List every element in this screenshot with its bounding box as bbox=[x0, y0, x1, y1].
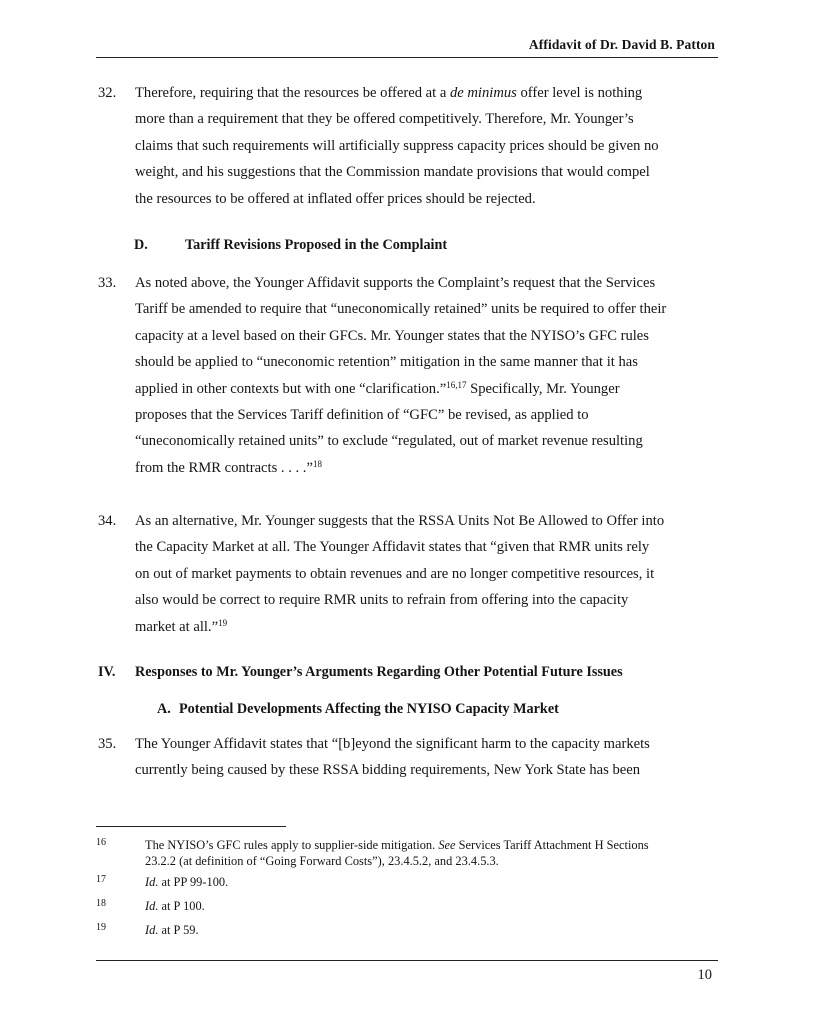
footnote-17 bbox=[96, 874, 716, 890]
text-line: The NYISO’s GFC rules apply to supplier-side mitigation. See Services Tariff Attachment H Sections bbox=[145, 838, 649, 852]
paragraph-number: 34. bbox=[98, 513, 117, 529]
footnote-ref[interactable]: 19 bbox=[218, 617, 228, 628]
heading-text: Tariff Revisions Proposed in the Complaint bbox=[185, 237, 448, 253]
paragraph-35 bbox=[98, 731, 718, 784]
text-line: proposes that the Services Tariff definition of “GFC” be revised, as applied to bbox=[135, 407, 589, 424]
text-line: capacity at a level based on their GFCs. Mr. Younger states that the NYISO’s GFC rules bbox=[135, 327, 649, 344]
text-line: Id. at P 59. bbox=[145, 923, 199, 937]
paragraph-number: 32. bbox=[98, 85, 117, 101]
paragraph-number: 35. bbox=[98, 736, 117, 752]
text-line: market at all.”$^{19}$ bbox=[135, 617, 228, 635]
heading-text: Responses to Mr. Younger’s Arguments Regarding Other Potential Future Issues bbox=[135, 664, 623, 680]
text-line: also would be correct to require RMR units to refrain from offering into the capacity bbox=[135, 592, 629, 609]
page-number: 10 bbox=[697, 967, 712, 983]
footnote-number: 19 bbox=[96, 922, 106, 933]
heading-label: D. bbox=[134, 237, 148, 253]
text-line: claims that such requirements will artificially suppress capacity prices should be given no bbox=[135, 137, 659, 154]
heading-text: Potential Developments Affecting the NYISO Capacity Market bbox=[179, 701, 559, 717]
text-line: As noted above, the Younger Affidavit supports the Complaint’s request that the Services bbox=[135, 275, 656, 291]
header-title: Affidavit of Dr. David B. Patton bbox=[528, 37, 715, 52]
section-heading-d bbox=[134, 237, 447, 254]
header-rule bbox=[96, 57, 718, 58]
footnote-number: 16 bbox=[96, 837, 106, 848]
section-heading-iv bbox=[98, 664, 623, 681]
heading-label: A. bbox=[157, 701, 171, 717]
footnote-ref[interactable]: 18 bbox=[312, 458, 322, 469]
footnote-18 bbox=[96, 898, 716, 914]
paragraph-33 bbox=[98, 270, 718, 481]
footnote-19 bbox=[96, 922, 716, 938]
text-line: the Capacity Market at all. The Younger Affidavit states that “given that RMR units rely bbox=[135, 539, 650, 556]
text-line: currently being caused by these RSSA bidding requirements, New York State has been bbox=[135, 762, 641, 779]
footnote-rule bbox=[96, 826, 286, 827]
text-line: more than a requirement that they be offered competitively. Therefore, Mr. Younger’s bbox=[135, 111, 634, 128]
text-line: The Younger Affidavit states that “[b]eyond the significant harm to the capacity markets bbox=[135, 736, 650, 752]
text-line: applied in other contexts but with one “clarification.”$^{16,17}$ Specifically, Mr. Younger bbox=[135, 379, 620, 397]
paragraph-34 bbox=[98, 508, 718, 640]
text-line: Therefore, requiring that the resources be offered at a de minimus offer level is nothing bbox=[135, 85, 643, 101]
footnote-number: 18 bbox=[96, 898, 106, 909]
text-line: Tariff be amended to require that “uneconomically retained” units be required to offer their bbox=[135, 301, 667, 318]
footer-rule bbox=[96, 960, 718, 961]
text-line: Id. at PP 99-100. bbox=[145, 875, 229, 889]
heading-label: IV. bbox=[98, 664, 116, 680]
section-heading-a bbox=[157, 701, 559, 718]
text-line: As an alternative, Mr. Younger suggests that the RSSA Units Not Be Allowed to Offer into bbox=[135, 513, 665, 529]
footnote-ref[interactable]: 16,17 bbox=[446, 379, 467, 390]
emphasis: See bbox=[438, 838, 456, 852]
text-line: from the RMR contracts . . . .”$^{18}$ bbox=[135, 458, 322, 476]
text-line: on out of market payments to obtain revenues and are no longer competitive resources, it bbox=[135, 565, 655, 582]
text-line: the resources to be offered at inflated offer prices should be rejected. bbox=[135, 190, 536, 207]
emphasis: de minimus bbox=[449, 85, 517, 101]
footnote-16 bbox=[96, 837, 716, 869]
text-line: should be applied to “uneconomic retention” mitigation in the same manner that it has bbox=[135, 354, 638, 371]
text-line: “uneconomically retained units” to exclude “regulated, out of market revenue resulting bbox=[135, 433, 643, 450]
footnote-number: 17 bbox=[96, 874, 106, 885]
paragraph-number: 33. bbox=[98, 275, 117, 291]
text-line: weight, and his suggestions that the Commission mandate provisions that would compel bbox=[135, 164, 650, 181]
paragraph-32 bbox=[98, 80, 718, 212]
text-line: Id. at P 100. bbox=[145, 899, 205, 913]
text-line: 23.2.2 (at definition of “Going Forward Costs”), 23.4.5.2, and 23.4.5.3. bbox=[145, 854, 499, 868]
